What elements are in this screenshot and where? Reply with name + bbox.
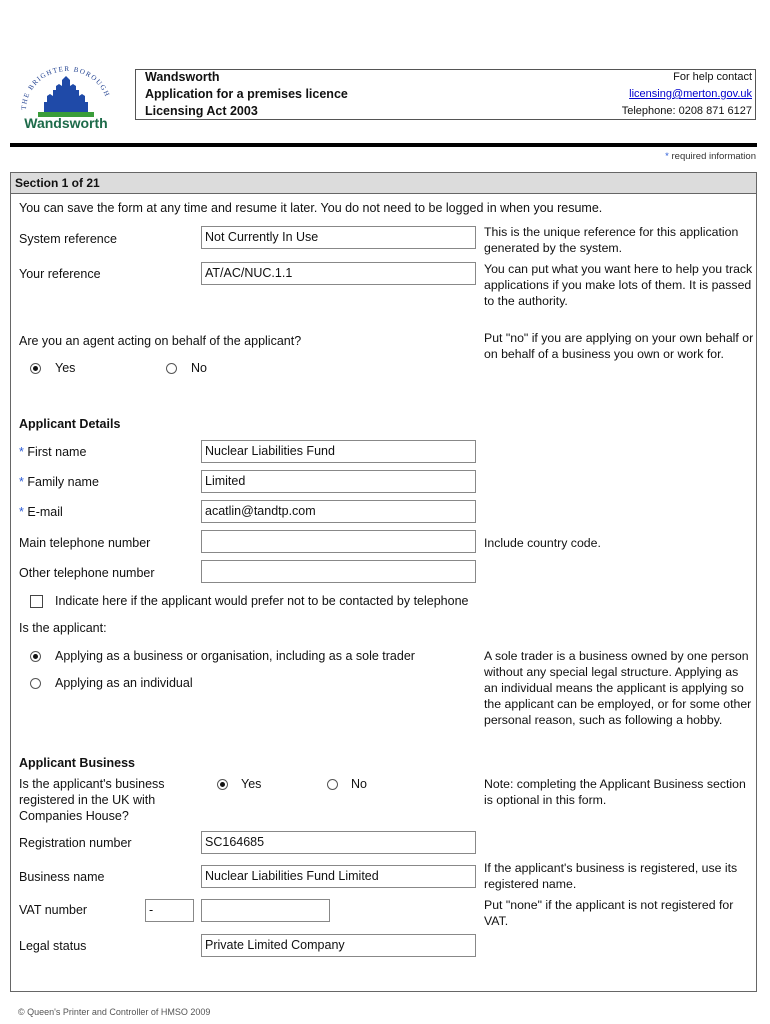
registered-no-label: No <box>351 777 367 791</box>
required-star-icon: * <box>19 505 24 519</box>
system-reference-field[interactable]: Not Currently In Use <box>201 226 476 249</box>
agent-note: Put "no" if you are applying on your own behalf or on behalf of a business you own or work for. <box>484 331 754 361</box>
family-name-field[interactable]: Limited <box>201 470 476 493</box>
family-name-label: * Family name <box>19 475 99 489</box>
registration-number-field[interactable]: SC164685 <box>201 831 476 854</box>
legal-status-label: Legal status <box>19 939 87 953</box>
logo-text: Wandsworth <box>24 115 108 131</box>
main-phone-label: Main telephone number <box>19 536 151 550</box>
required-info-note: * required information <box>665 151 756 162</box>
agent-yes-label: Yes <box>55 361 76 375</box>
no-phone-contact-label: Indicate here if the applicant would prefer not to be contacted by telephone <box>55 594 469 608</box>
business-name-note: If the applicant's business is registered, use its registered name. <box>484 861 738 891</box>
main-phone-field[interactable] <box>201 530 476 553</box>
vat-note: Put "none" if the applicant is not registered for VAT. <box>484 898 734 928</box>
registered-yes-label: Yes <box>241 777 262 791</box>
main-phone-note: Include country code. <box>484 536 601 550</box>
your-reference-note: You can put what you want here to help you track applications if you make lots of them. It is passed to the authority. <box>484 262 753 308</box>
required-star-icon: * <box>19 475 24 489</box>
help-email-link[interactable]: licensing@merton.gov.uk <box>629 88 752 100</box>
applicant-is-note: A sole trader is a business owned by one person without any special legal structure. Applying as an individual means the applicant is applying so the applicant can be employed, or for some other personal reason, such as following a hobby. <box>484 649 752 727</box>
vat-prefix-field[interactable]: - <box>145 899 194 922</box>
copyright-footer: © Queen's Printer and Controller of HMSO 2009 <box>18 1007 211 1017</box>
first-name-field[interactable]: Nuclear Liabilities Fund <box>201 440 476 463</box>
email-field[interactable]: acatlin@tandtp.com <box>201 500 476 523</box>
business-name-label: Business name <box>19 870 105 884</box>
registration-number-label: Registration number <box>19 836 132 850</box>
agent-no-radio[interactable] <box>166 363 177 374</box>
registered-yes-radio[interactable] <box>217 779 228 790</box>
wandsworth-logo <box>16 66 116 136</box>
agent-no-label: No <box>191 361 207 375</box>
other-phone-label: Other telephone number <box>19 566 155 580</box>
section-title: Section 1 of 21 <box>15 176 100 190</box>
act-name: Licensing Act 2003 <box>145 104 258 118</box>
section-intro: You can save the form at any time and resume it later. You do not need to be logged in when you resume. <box>19 201 603 215</box>
header-titles <box>145 69 348 120</box>
agent-yes-radio[interactable] <box>30 363 41 374</box>
other-phone-field[interactable] <box>201 560 476 583</box>
system-reference-note: This is the unique reference for this application generated by the system. <box>484 225 739 255</box>
vat-number-label: VAT number <box>19 903 88 917</box>
applicant-business-radio[interactable] <box>30 651 41 662</box>
form-title: Application for a premises licence <box>145 87 348 101</box>
applicant-details-heading: Applicant Details <box>19 417 121 431</box>
council-name: Wandsworth <box>145 70 220 84</box>
section-bar <box>10 172 757 194</box>
help-contact <box>622 69 752 120</box>
applicant-individual-label: Applying as an individual <box>55 676 193 690</box>
required-star-icon: * <box>19 445 24 459</box>
applicant-business-heading: Applicant Business <box>19 756 135 770</box>
logo-arc-text: THE BRIGHTER BOROUGH <box>19 66 112 111</box>
your-reference-field[interactable]: AT/AC/NUC.1.1 <box>201 262 476 285</box>
registered-no-radio[interactable] <box>327 779 338 790</box>
registered-question: Is the applicant's business registered in the UK with Companies House? <box>19 777 165 823</box>
registered-note: Note: completing the Applicant Business section is optional in this form. <box>484 777 746 807</box>
header-rule <box>10 143 757 147</box>
system-reference-label: System reference <box>19 232 117 246</box>
help-label: For help contact <box>673 71 752 83</box>
agent-question: Are you an agent acting on behalf of the applicant? <box>19 334 302 348</box>
no-phone-contact-checkbox[interactable] <box>30 595 43 608</box>
applicant-is-question: Is the applicant: <box>19 621 107 635</box>
email-label: * E-mail <box>19 505 63 519</box>
legal-status-field[interactable]: Private Limited Company <box>201 934 476 957</box>
business-name-field[interactable]: Nuclear Liabilities Fund Limited <box>201 865 476 888</box>
your-reference-label: Your reference <box>19 267 101 281</box>
applicant-individual-radio[interactable] <box>30 678 41 689</box>
applicant-business-label: Applying as a business or organisation, including as a sole trader <box>55 649 415 663</box>
first-name-label: * First name <box>19 445 87 459</box>
help-phone: Telephone: 0208 871 6127 <box>621 105 752 117</box>
vat-number-field[interactable] <box>201 899 330 922</box>
